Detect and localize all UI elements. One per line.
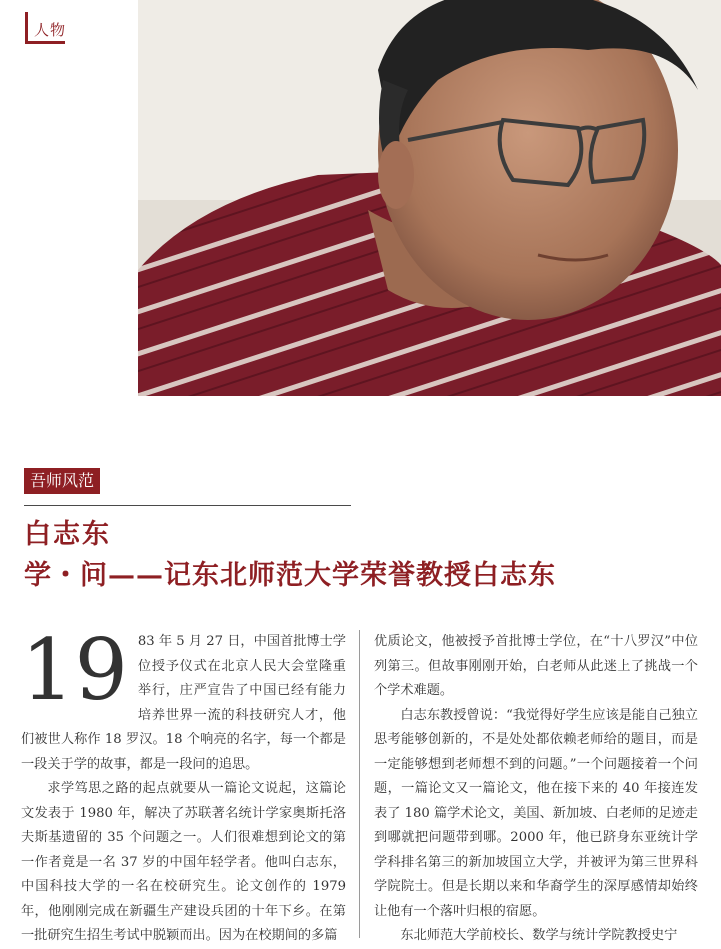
article-subtitle: 学・问——记东北师范大学荣誉教授白志东: [24, 560, 556, 591]
section-tag: 吾师风范: [24, 468, 100, 494]
drop-cap: 19: [21, 621, 128, 719]
left-paragraph-1: 83 年 5 月 27 日，中国首批博士学位授予仪式在北京人民大会堂隆重举行，庄严宣告了中国已经有能力培养世界一流的科技研究人才，他们被世人称作 18 罗汉。18 个响亮的名字，每一个都是一段关于学的故事，都是一段问的追思。: [21, 634, 346, 772]
column-divider: [359, 630, 360, 938]
title-divider: [24, 505, 351, 506]
left-column: [21, 621, 346, 949]
category-tag: 人物: [25, 12, 65, 44]
right-paragraph-2: 白志东教授曾说：“我觉得好学生应该是能自己独立思考能够创新的，不是处处都依赖老师给的题目，而是一定能够想到老师想不到的问题。”一个问题接着一个问题，一篇论文又一篇论文，他在接下来的 40 年接连发表了 180 篇学术论文，美国、新加坡、白老师的足迹走到哪就把问题带到哪。2000 年，他已跻身东亚统计学学科排名第三的新加坡国立大学，并被评为第三世界科学院院士。但是长期以来和华裔学生的深厚感情却始终让他有一个落叶归根的宿愿。: [374, 707, 698, 919]
right-paragraph-3: 东北师范大学前校长、数学与统计学院教授史宁: [400, 928, 678, 943]
article-title: 白志东: [24, 519, 111, 550]
portrait-photo: [138, 0, 721, 396]
left-paragraph-2: 求学笃思之路的起点就要从一篇论文说起，这篇论文发表于 1980 年，解决了苏联著名统计学家奥斯托洛夫斯基遗留的 35 个问题之一。人们很难想到论文的第一作者竟是一名 37 岁的中国年轻学者。他叫白志东，中国科技大学的一名在校研究生。论文创作的 1979 年，他刚刚完成在新疆生产建设兵团的十年下乡。在第一批研究生招生考试中脱颖而出。因为在校期间的多篇: [21, 781, 346, 943]
portrait-illustration: [138, 0, 721, 396]
right-column: [374, 630, 698, 949]
right-paragraph-1: 优质论文，他被授予首批博士学位，在“十八罗汉”中位列第三。但故事刚刚开始，白老师从此迷上了挑战一个个学术难题。: [374, 634, 698, 698]
